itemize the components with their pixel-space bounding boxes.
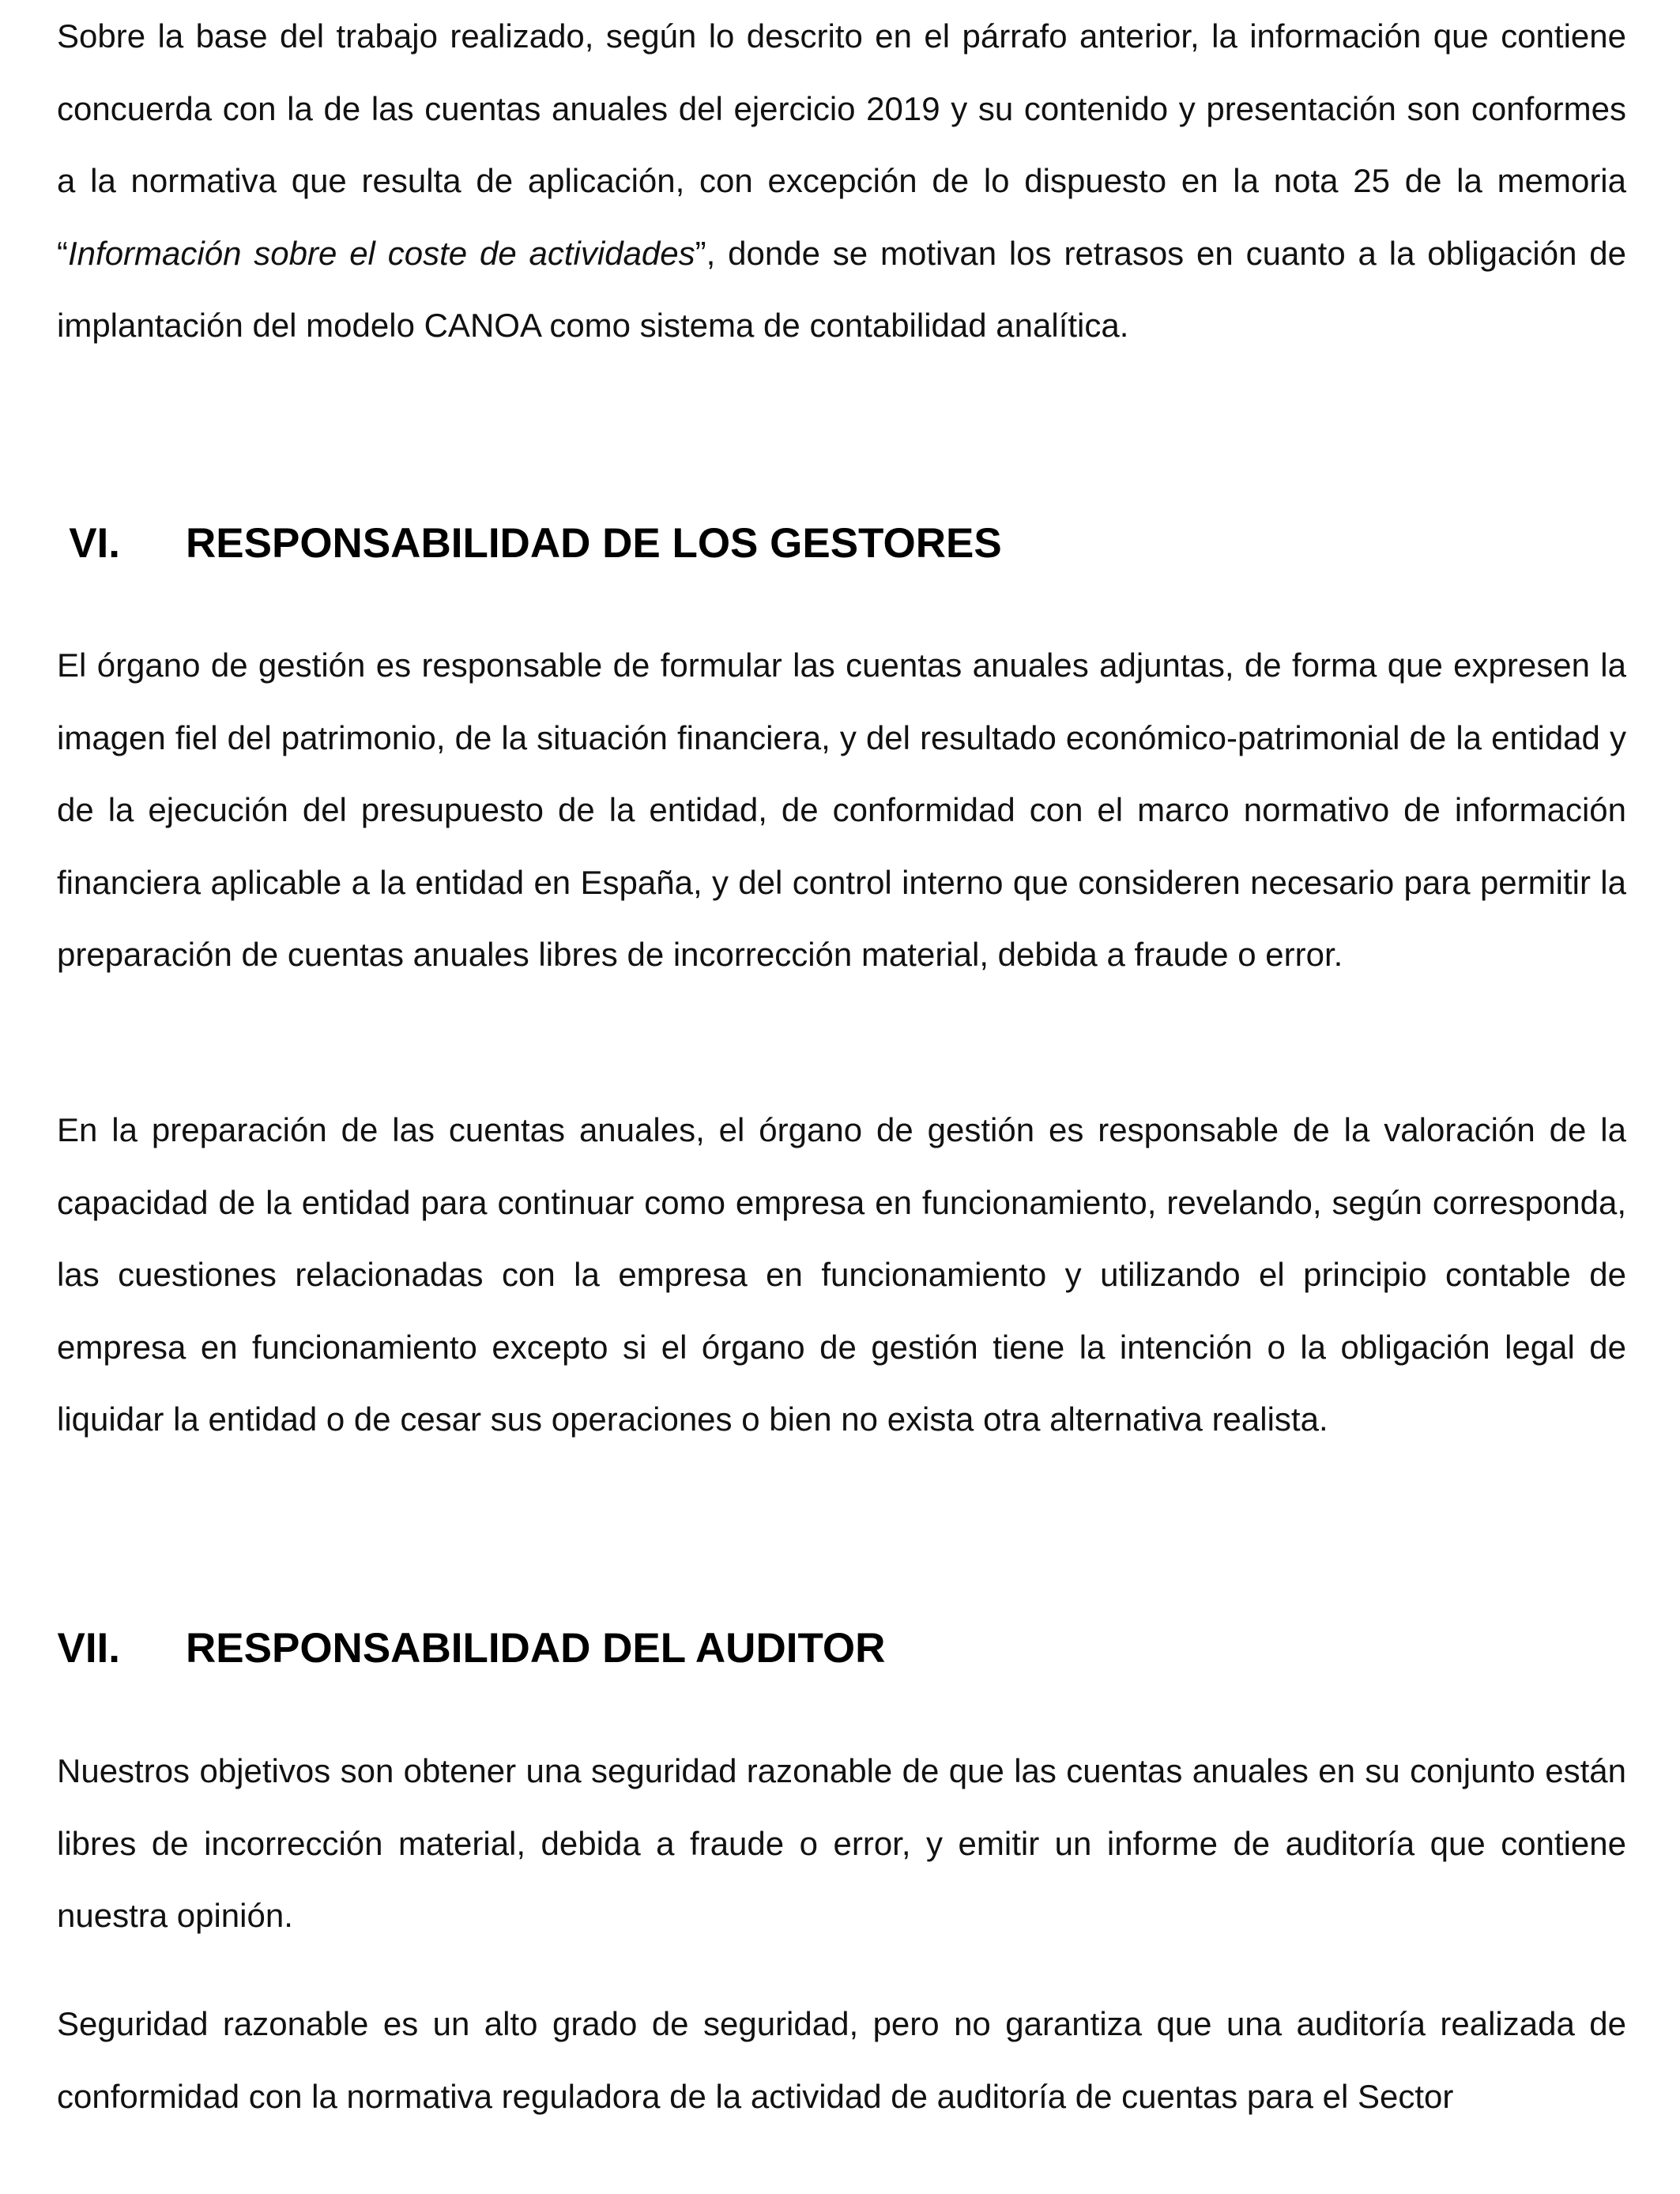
intro-text-before: Sobre la base del trabajo realizado, según lo descrito en el párrafo anterior, la información que contiene concuerda con la de las cuentas anuales del ejercicio 2019 y su contenido y presentación son conformes a la normativa que resulta de aplicación, con excepción de lo dispuesto en la nota 25 de la memoria “ bbox=[57, 17, 1626, 272]
section-title-vii: RESPONSABILIDAD DEL AUDITOR bbox=[186, 1625, 886, 1672]
section-number-vi: VI. bbox=[69, 520, 120, 567]
section-vi-paragraph-1: El órgano de gestión es responsable de formular las cuentas anuales adjuntas, de forma que expresen la imagen fiel del patrimonio, de la situación financiera, y del resultado económico-patrimonial de la entidad y de la ejecución del presupuesto de la entidad, de conformidad con el marco normativo de información financiera aplicable a la entidad en España, y del control interno que consideren necesario para permitir la preparación de cuentas anuales libres de incorrección material, debida a fraude o error. bbox=[57, 647, 1626, 973]
section-title-vi: RESPONSABILIDAD DE LOS GESTORES bbox=[186, 520, 1002, 567]
intro-text-italic: Información sobre el coste de actividades bbox=[68, 234, 695, 272]
section-heading-vi bbox=[57, 520, 1002, 567]
section-number-vii: VII. bbox=[57, 1625, 120, 1672]
intro-paragraph bbox=[57, 0, 1626, 362]
section-vi-paragraph-2: En la preparación de las cuentas anuales, el órgano de gestión es responsable de la valoración de la capacidad de la entidad para continuar como empresa en funcionamiento, revelando, según corresponda, las cuestiones relacionadas con la empresa en funcionamiento y utilizando el principio contable de empresa en funcionamiento excepto si el órgano de gestión tiene la intención o la obligación legal de liquidar la entidad o de cesar sus operaciones o bien no exista otra alternativa realista. bbox=[57, 1111, 1626, 1438]
section-vii-paragraph-2: Seguridad razonable es un alto grado de seguridad, pero no garantiza que una auditoría realizada de conformidad con la normativa reguladora de la actividad de auditoría de cuentas para el Sector bbox=[57, 2005, 1626, 2115]
section-vii-paragraph-1: Nuestros objetivos son obtener una seguridad razonable de que las cuentas anuales en su conjunto están libres de incorrección material, debida a fraude o error, y emitir un informe de auditoría que contiene nuestra opinión. bbox=[57, 1752, 1626, 1934]
intro-text-after: ”, donde se motivan los retrasos en cuanto a la obligación de implantación del modelo CANOA como sistema de contabilidad analítica. bbox=[57, 234, 1626, 344]
section-heading-vii bbox=[57, 1625, 885, 1672]
